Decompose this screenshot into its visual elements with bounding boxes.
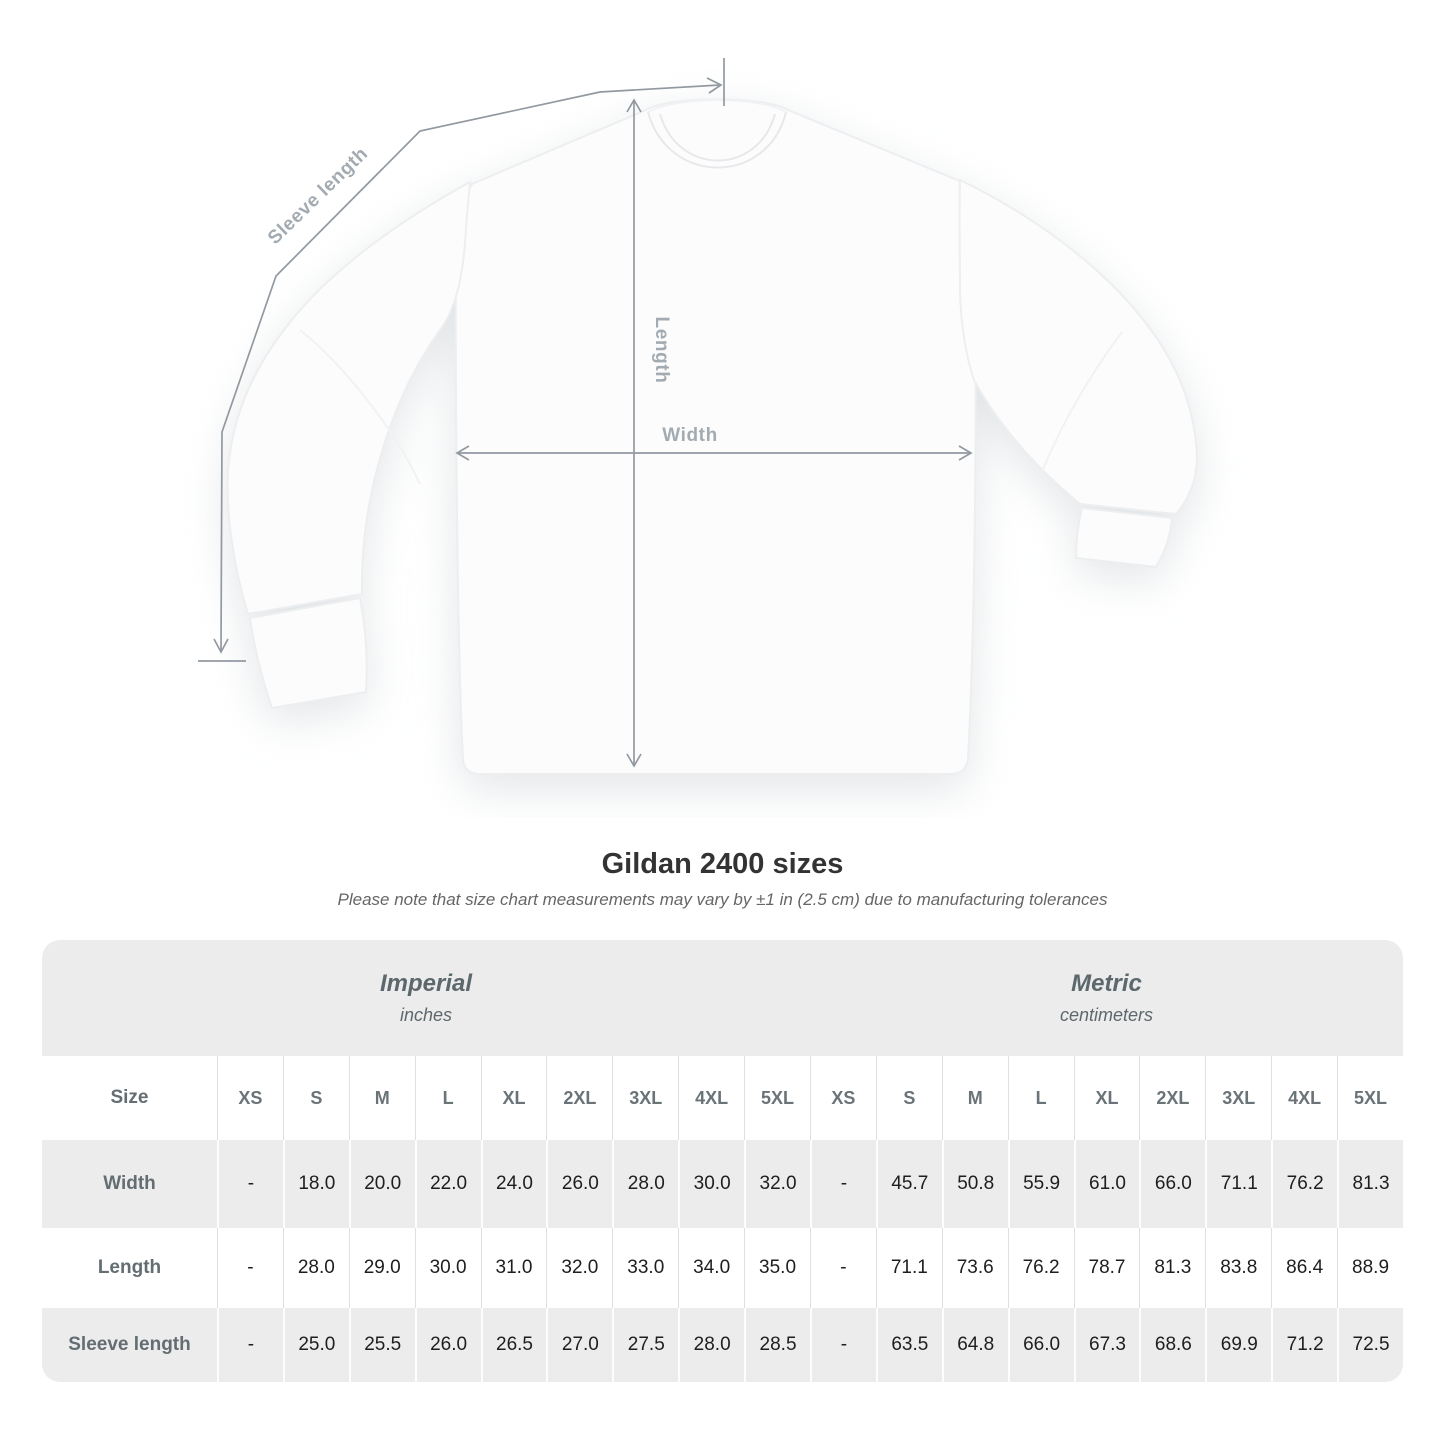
sleeve-metric-xs: - xyxy=(810,1308,876,1382)
imperial-size-xs: XS xyxy=(217,1056,283,1140)
imperial-size-s: S xyxy=(283,1056,349,1140)
sleeve-row-label: Sleeve length xyxy=(68,1334,191,1355)
metric-size-3xl: 3XL xyxy=(1205,1056,1271,1140)
metric-unit: centimeters xyxy=(1059,1005,1154,1025)
page-title: Gildan 2400 sizes xyxy=(601,848,844,880)
sleeve-imperial-m: 25.5 xyxy=(349,1308,415,1382)
width-imperial-s: 18.0 xyxy=(283,1140,349,1228)
length-metric-3xl: 83.8 xyxy=(1205,1228,1271,1308)
sleeve-length-row xyxy=(42,1308,1403,1382)
width-imperial-4xl: 30.0 xyxy=(678,1140,744,1228)
sleeve-imperial-5xl: 28.5 xyxy=(744,1308,810,1382)
width-imperial-m: 20.0 xyxy=(349,1140,415,1228)
sleeve-imperial-xl: 26.5 xyxy=(481,1308,547,1382)
imperial-section-header xyxy=(42,940,810,1056)
sleeve-imperial-s: 25.0 xyxy=(283,1308,349,1382)
metric-size-xl: XL xyxy=(1074,1056,1140,1140)
width-imperial-xs: - xyxy=(217,1140,283,1228)
width-label: Width xyxy=(662,425,718,446)
shirt-left-cuff xyxy=(250,598,367,708)
width-imperial-l: 22.0 xyxy=(415,1140,481,1228)
length-metric-4xl: 86.4 xyxy=(1271,1228,1337,1308)
sleeve-metric-3xl: 69.9 xyxy=(1205,1308,1271,1382)
width-imperial-3xl: 28.0 xyxy=(612,1140,678,1228)
imperial-size-l: L xyxy=(415,1056,481,1140)
length-metric-xs: - xyxy=(810,1228,876,1308)
sleeve-length-label: Sleeve length xyxy=(264,143,373,249)
length-imperial-5xl: 35.0 xyxy=(744,1228,810,1308)
imperial-size-4xl: 4XL xyxy=(678,1056,744,1140)
tolerance-note: Please note that size chart measurements may vary by ±1 in (2.5 cm) due to manufacturing tolerances xyxy=(337,890,1108,909)
width-metric-xs: - xyxy=(810,1140,876,1228)
width-row-label: Width xyxy=(103,1173,156,1194)
metric-size-xs: XS xyxy=(810,1056,876,1140)
shirt-left-sleeve xyxy=(228,182,470,614)
imperial-size-xl: XL xyxy=(481,1056,547,1140)
length-metric-2xl: 81.3 xyxy=(1139,1228,1205,1308)
sleeve-metric-xl: 67.3 xyxy=(1074,1308,1140,1382)
shirt-right-cuff xyxy=(1076,508,1172,567)
shirt-right-sleeve xyxy=(960,180,1197,514)
length-metric-l: 76.2 xyxy=(1008,1228,1074,1308)
metric-size-4xl: 4XL xyxy=(1271,1056,1337,1140)
metric-size-5xl: 5XL xyxy=(1337,1056,1403,1140)
width-metric-3xl: 71.1 xyxy=(1205,1140,1271,1228)
metric-size-m: M xyxy=(942,1056,1008,1140)
length-imperial-s: 28.0 xyxy=(283,1228,349,1308)
width-imperial-2xl: 26.0 xyxy=(546,1140,612,1228)
width-metric-xl: 61.0 xyxy=(1074,1140,1140,1228)
width-metric-m: 50.8 xyxy=(942,1140,1008,1228)
sleeve-imperial-2xl: 27.0 xyxy=(546,1308,612,1382)
width-metric-5xl: 81.3 xyxy=(1337,1140,1403,1228)
unit-header-band xyxy=(42,940,1403,1056)
length-imperial-xs: - xyxy=(217,1228,283,1308)
length-imperial-2xl: 32.0 xyxy=(546,1228,612,1308)
width-metric-4xl: 76.2 xyxy=(1271,1140,1337,1228)
sleeve-metric-s: 63.5 xyxy=(876,1308,942,1382)
length-row xyxy=(42,1228,1403,1308)
length-imperial-3xl: 33.0 xyxy=(612,1228,678,1308)
imperial-size-3xl: 3XL xyxy=(612,1056,678,1140)
imperial-size-2xl: 2XL xyxy=(546,1056,612,1140)
metric-section-header xyxy=(810,940,1403,1056)
length-metric-xl: 78.7 xyxy=(1074,1228,1140,1308)
sleeve-imperial-xs: - xyxy=(217,1308,283,1382)
length-imperial-l: 30.0 xyxy=(415,1228,481,1308)
metric-label: Metric xyxy=(1071,970,1142,997)
imperial-size-m: M xyxy=(349,1056,415,1140)
width-metric-s: 45.7 xyxy=(876,1140,942,1228)
sleeve-metric-2xl: 68.6 xyxy=(1139,1308,1205,1382)
sleeve-metric-l: 66.0 xyxy=(1008,1308,1074,1382)
length-metric-s: 71.1 xyxy=(876,1228,942,1308)
sleeve-imperial-4xl: 28.0 xyxy=(678,1308,744,1382)
size-header-row xyxy=(42,1056,1403,1140)
length-metric-m: 73.6 xyxy=(942,1228,1008,1308)
sleeve-metric-m: 64.8 xyxy=(942,1308,1008,1382)
sleeve-imperial-3xl: 27.5 xyxy=(612,1308,678,1382)
length-row-label: Length xyxy=(97,1257,162,1278)
length-imperial-m: 29.0 xyxy=(349,1228,415,1308)
imperial-size-5xl: 5XL xyxy=(744,1056,810,1140)
length-metric-5xl: 88.9 xyxy=(1337,1228,1403,1308)
width-metric-2xl: 66.0 xyxy=(1139,1140,1205,1228)
sleeve-metric-4xl: 71.2 xyxy=(1271,1308,1337,1382)
size-chart-table xyxy=(42,940,1403,1382)
length-label: Length xyxy=(651,316,672,384)
sleeve-imperial-l: 26.0 xyxy=(415,1308,481,1382)
metric-size-l: L xyxy=(1008,1056,1074,1140)
imperial-label: Imperial xyxy=(379,970,473,997)
length-imperial-4xl: 34.0 xyxy=(678,1228,744,1308)
width-metric-l: 55.9 xyxy=(1008,1140,1074,1228)
width-row xyxy=(42,1140,1403,1228)
length-imperial-xl: 31.0 xyxy=(481,1228,547,1308)
size-column-header: Size xyxy=(110,1087,149,1108)
imperial-unit: inches xyxy=(399,1005,453,1025)
width-imperial-xl: 24.0 xyxy=(481,1140,547,1228)
metric-size-s: S xyxy=(876,1056,942,1140)
metric-size-2xl: 2XL xyxy=(1139,1056,1205,1140)
sleeve-metric-5xl: 72.5 xyxy=(1337,1308,1403,1382)
width-imperial-5xl: 32.0 xyxy=(744,1140,810,1228)
